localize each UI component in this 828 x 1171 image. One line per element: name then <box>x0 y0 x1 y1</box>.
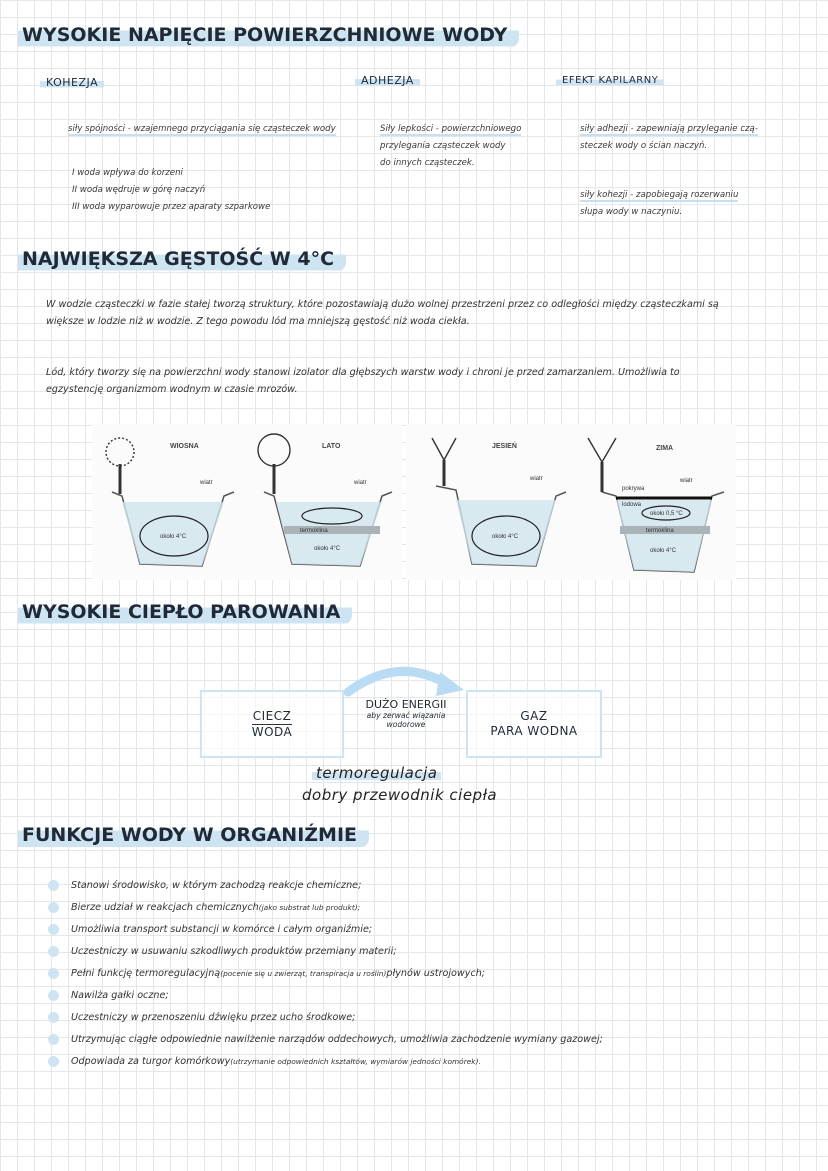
density-line: większe w lodzie niż w wodzie. Z tego powodu lód ma mniejszą gęstość niż woda ciekła. <box>46 316 470 327</box>
adhezja-line: Siły lepkości - powierzchniowego <box>380 124 522 134</box>
lake-winter <box>588 438 724 572</box>
section-title-functions: FUNKCJE WODY W ORGANIŹMIE <box>18 823 369 848</box>
thermocline-label: termoklina <box>300 528 328 534</box>
density-paragraph-2 <box>46 364 811 398</box>
thermocline-label: termoklina <box>646 528 674 534</box>
energy-sub-1: aby zerwać wiązania <box>366 711 446 720</box>
lake-spring <box>106 438 234 566</box>
function-text: Uczestniczy w usuwaniu szkodliwych produktów przemiany materii; <box>71 945 397 957</box>
function-text: Utrzymując ciągłe odpowiednie nawilżenie narządów oddechowych, umożliwia zachodzenie wymiany gazowej; <box>71 1033 603 1045</box>
density-line: Lód, który tworzy się na powierzchni wody stanowi izolator dla głębszych warstw wody i chroni je przed zamarzaniem. Umożliwia to <box>46 367 680 378</box>
bullet-icon <box>48 968 59 979</box>
function-item <box>48 920 372 938</box>
season-label-spring: WIOSNA <box>170 443 199 450</box>
lake-autumn <box>432 438 566 566</box>
wind-label: wiatr <box>680 478 693 484</box>
water-label: WODA <box>251 724 293 739</box>
temp-label: około 4°C <box>492 534 519 540</box>
function-item <box>48 876 361 894</box>
wind-label: wiatr <box>200 480 213 486</box>
function-text: Pełni funkcję termoregulacyjną <box>71 967 221 979</box>
temp-label: około 4°C <box>160 534 187 540</box>
bullet-icon <box>48 902 59 913</box>
adhezja-line: do innych cząsteczek. <box>380 158 475 168</box>
arrow-icon <box>340 660 470 700</box>
lake-diagram-svg-left <box>92 424 402 580</box>
temp-label: około 4°C <box>650 548 677 554</box>
liquid-water-box <box>200 690 344 758</box>
function-item <box>48 1030 603 1048</box>
kohezja-definition: siły spójności - wzajemnego przyciągania się cząsteczek wody <box>68 124 336 134</box>
subheading-kohezja: KOHEZJA <box>40 76 104 89</box>
kapilarny-line: słupa wody w naczyniu. <box>580 207 683 217</box>
section-title-surface-tension: WYSOKIE NAPIĘCIE POWIERZCHNIOWE WODY <box>18 23 519 48</box>
adhezja-definition <box>380 121 555 172</box>
function-text: Umożliwia transport substancji w komórce i całym organiźmie; <box>71 923 373 935</box>
kapilarny-adhesion <box>580 121 815 155</box>
bullet-icon <box>48 1056 59 1067</box>
density-line: W wodzie cząsteczki w fazie stałej tworzą struktury, które pozostawiają dużo wolnej przestrzeni przez co odległości między cząsteczkami są <box>46 299 719 310</box>
bullet-icon <box>48 924 59 935</box>
vapor-label: PARA WODNA <box>490 724 578 738</box>
conductor-label: dobry przewodnik ciepła <box>302 786 498 804</box>
function-tail: płynów ustrojowych; <box>386 967 486 979</box>
function-note: (utrzymanie odpowiednich kształtów, wymiarów jedności komórek). <box>230 1056 481 1066</box>
kapilarny-line: siły adhezji - zapewniają przyleganie czą- <box>580 124 758 134</box>
function-item <box>48 964 485 982</box>
adhezja-line: przylegania cząsteczek wody <box>380 141 506 151</box>
section-title-density: NAJWIĘKSZA GĘSTOŚĆ W 4°C <box>18 247 346 272</box>
lake-summer <box>258 434 392 566</box>
bullet-icon <box>48 880 59 891</box>
function-text: Stanowi środowisko, w którym zachodzą reakcje chemiczne; <box>71 879 362 891</box>
function-text: Odpowiada za turgor komórkowy <box>71 1055 231 1067</box>
subheading-efekt-kapilarny: EFEKT KAPILARNY <box>556 75 664 86</box>
wind-label: wiatr <box>354 480 367 486</box>
function-note: (jako substrat lub produkt); <box>258 902 361 912</box>
kohezja-list <box>72 165 342 216</box>
kapilarny-line: siły kohezji - zapobiegają rozerwaniu <box>580 190 739 200</box>
energy-note <box>350 698 462 729</box>
lake-diagram-autumn-winter <box>406 424 736 580</box>
kohezja-item: III woda wyparowuje przez aparaty szparkowe <box>72 202 271 212</box>
function-item <box>48 942 396 960</box>
kohezja-item: II woda wędruje w górę naczyń <box>72 185 206 195</box>
ice-label: pokrywa <box>622 486 645 492</box>
gas-label: GAZ <box>520 709 548 723</box>
density-line: egzystencję organizmom wodnym w czasie mrozów. <box>46 384 298 395</box>
function-text: Nawilża gałki oczne; <box>71 989 169 1001</box>
season-label-autumn: JESIEŃ <box>492 443 517 450</box>
temp-label: około 0,5 °C <box>650 511 683 517</box>
function-item <box>48 986 169 1004</box>
kapilarny-cohesion <box>580 187 815 221</box>
bullet-icon <box>48 1034 59 1045</box>
bullet-icon <box>48 1012 59 1023</box>
section-title-heat: WYSOKIE CIEPŁO PAROWANIA <box>18 600 352 625</box>
temp-label: około 4°C <box>314 546 341 552</box>
season-label-winter: ZIMA <box>656 445 674 452</box>
function-item <box>48 1052 481 1070</box>
kapilarny-line: steczek wody o ścian naczyń. <box>580 141 708 151</box>
function-text: Bierze udział w reakcjach chemicznych <box>71 901 259 913</box>
lake-diagram-svg-right <box>406 424 736 580</box>
subheading-adhezja: ADHEZJA <box>355 74 420 87</box>
season-label-summer: LATO <box>322 443 341 450</box>
thermoregulation-label: termoregulacja <box>312 764 441 782</box>
lake-diagram-spring-summer <box>92 424 402 580</box>
bullet-icon <box>48 946 59 957</box>
function-text: Uczestniczy w przenoszeniu dźwięku przez ucho środkowe; <box>71 1011 356 1023</box>
wind-label: wiatr <box>530 476 543 482</box>
energy-label: DUŻO ENERGII <box>365 698 447 711</box>
kohezja-item: I woda wpływa do korzeni <box>72 168 183 178</box>
density-paragraph-1 <box>46 296 811 330</box>
bullet-icon <box>48 990 59 1001</box>
energy-sub-2: wodorowe <box>386 720 426 729</box>
function-item <box>48 898 360 916</box>
liquid-label: CIECZ <box>252 708 292 723</box>
ice-label-2: lodowa <box>622 502 642 508</box>
function-note: (pocenie się u zwierząt, transpiracja u roślin) <box>220 968 387 978</box>
gas-vapor-box <box>466 690 602 758</box>
function-item <box>48 1008 355 1026</box>
